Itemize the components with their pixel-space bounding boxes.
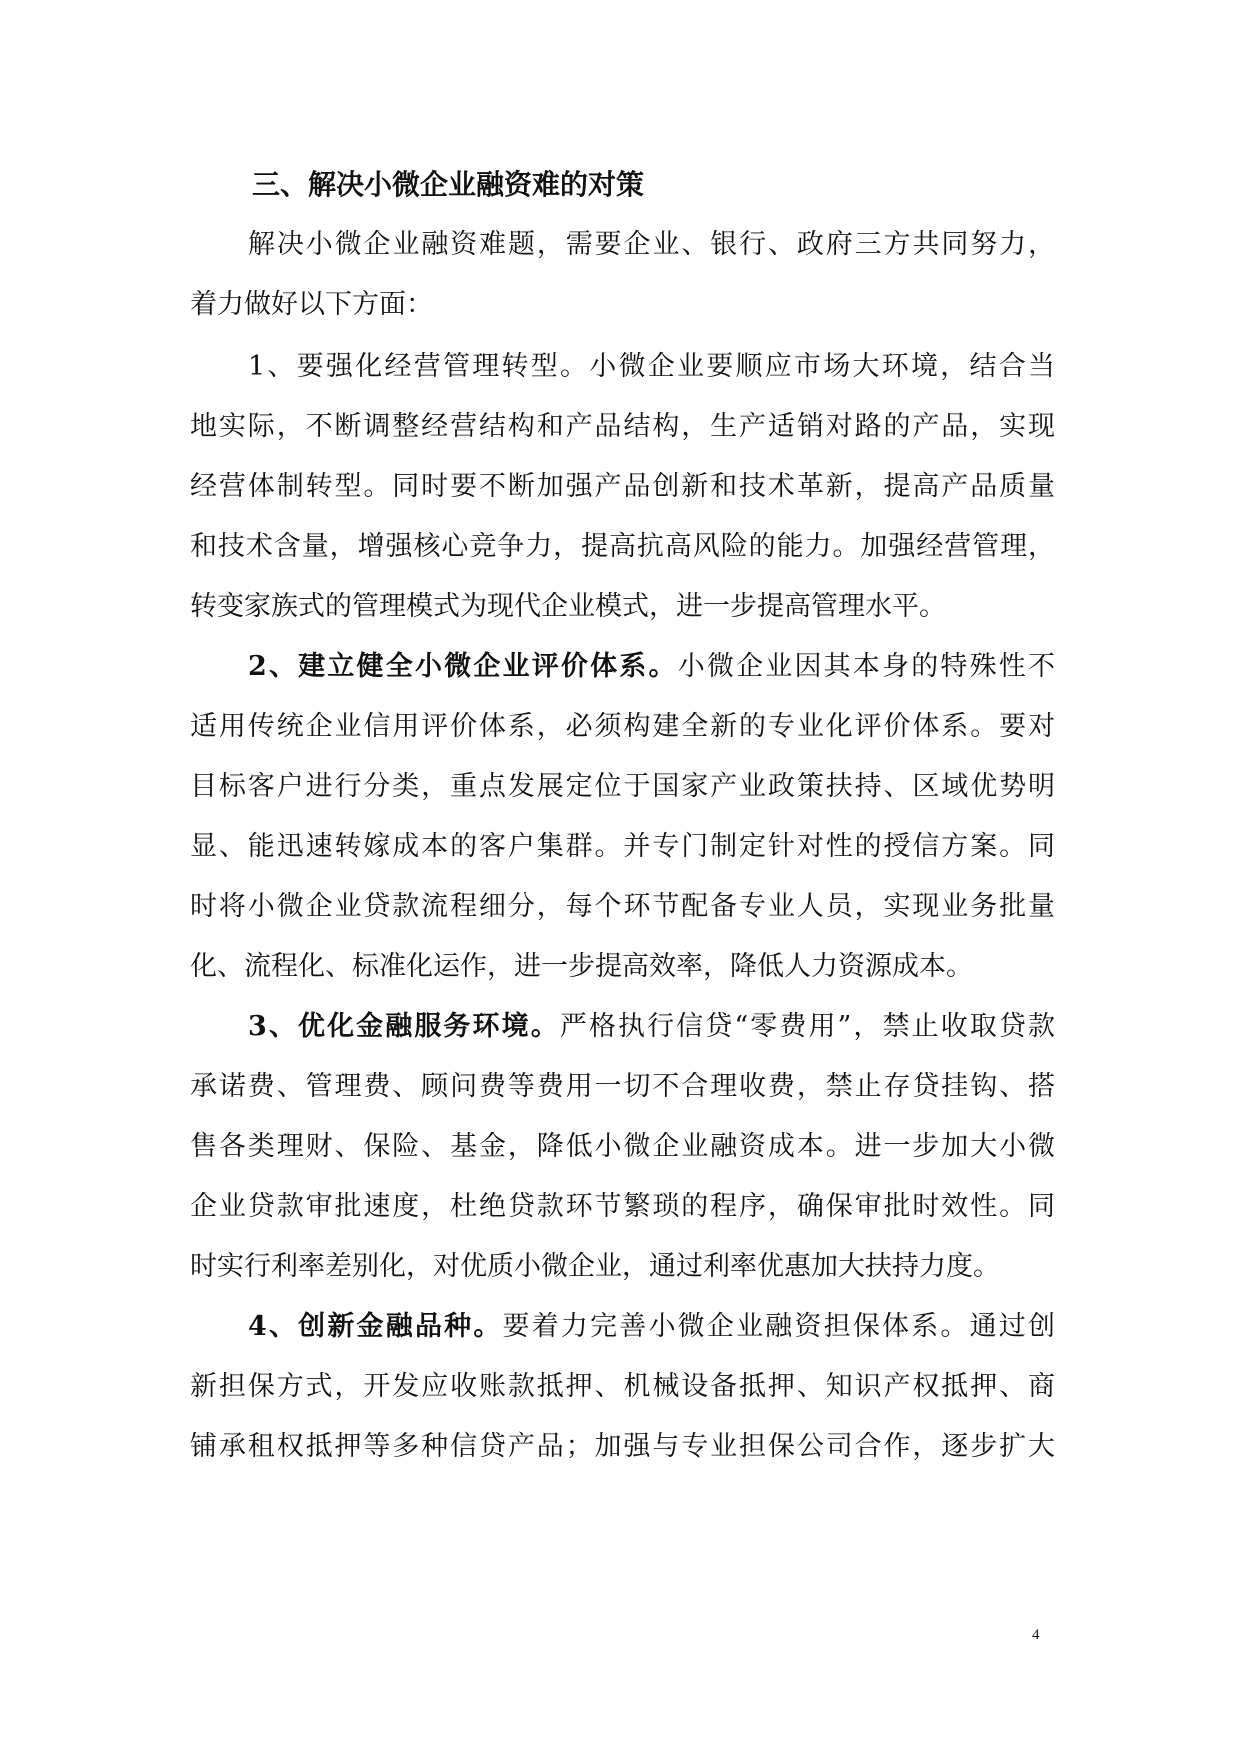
item3-line-1 [248,997,1055,1057]
item2-line-3: 目标客户进行分类，重点发展定位于国家产业政策扶持、区域优势明 [190,771,1055,802]
intro-line-2: 着力做好以下方面： [190,289,433,320]
item2-line-1-rest: 小微企业因其本身的特殊性不 [677,651,1055,682]
item3-line-3: 售各类理财、保险、基金，降低小微企业融资成本。进一步加大小微 [190,1131,1055,1162]
item2-line-5: 时将小微企业贷款流程细分，每个环节配备专业人员，实现业务批量 [190,891,1055,922]
item4-line-1 [248,1297,1055,1357]
item3-line-4: 企业贷款审批速度，杜绝贷款环节繁琐的程序，确保审批时效性。同 [190,1191,1055,1222]
item4-title: 4、创新金融品种。 [248,1311,503,1342]
item3-line-2: 承诺费、管理费、顾问费等费用一切不合理收费，禁止存贷挂钩、搭 [190,1071,1055,1102]
item2-title: 2、建立健全小微企业评价体系。 [248,651,678,682]
item2-line-4: 显、能迅速转嫁成本的客户集群。并专门制定针对性的授信方案。同 [190,831,1055,862]
item1-line-2: 地实际，不断调整经营结构和产品结构，生产适销对路的产品，实现 [190,411,1055,442]
item2-line-1 [248,637,1055,697]
item3-line-5: 时实行利率差别化，对优质小微企业，通过利率优惠加大扶持力度。 [190,1251,1000,1282]
item1-line-5: 转变家族式的管理模式为现代企业模式，进一步提高管理水平。 [190,591,946,622]
item3-title: 3、优化金融服务环境。 [248,1011,560,1042]
item2-line-6: 化、流程化、标准化运作，进一步提高效率，降低人力资源成本。 [190,951,973,982]
item1-line-4: 和技术含量，增强核心竞争力，提高抗高风险的能力。加强经营管理， [190,531,1055,562]
item2-line-2: 适用传统企业信用评价体系，必须构建全新的专业化评价体系。要对 [190,711,1055,742]
item4-line-2: 新担保方式，开发应收账款抵押、机械设备抵押、知识产权抵押、商 [190,1371,1055,1402]
page-number: 4 [1032,1627,1040,1643]
section-heading: 三、解决小微企业融资难的对策 [252,168,645,201]
item1-line-1: 1、要强化经营管理转型。小微企业要顺应市场大环境，结合当 [248,351,1055,382]
item3-line-1-rest: 严格执行信贷“零费用”，禁止收取贷款 [559,1011,1055,1042]
item1-line-3: 经营体制转型。同时要不断加强产品创新和技术革新，提高产品质量 [190,471,1055,502]
item4-line-3: 铺承租权抵押等多种信贷产品；加强与专业担保公司合作，逐步扩大 [190,1431,1055,1462]
intro-line-1: 解决小微企业融资难题，需要企业、银行、政府三方共同努力， [248,229,1055,260]
item4-line-1-rest: 要着力完善小微企业融资担保体系。通过创 [502,1311,1055,1342]
